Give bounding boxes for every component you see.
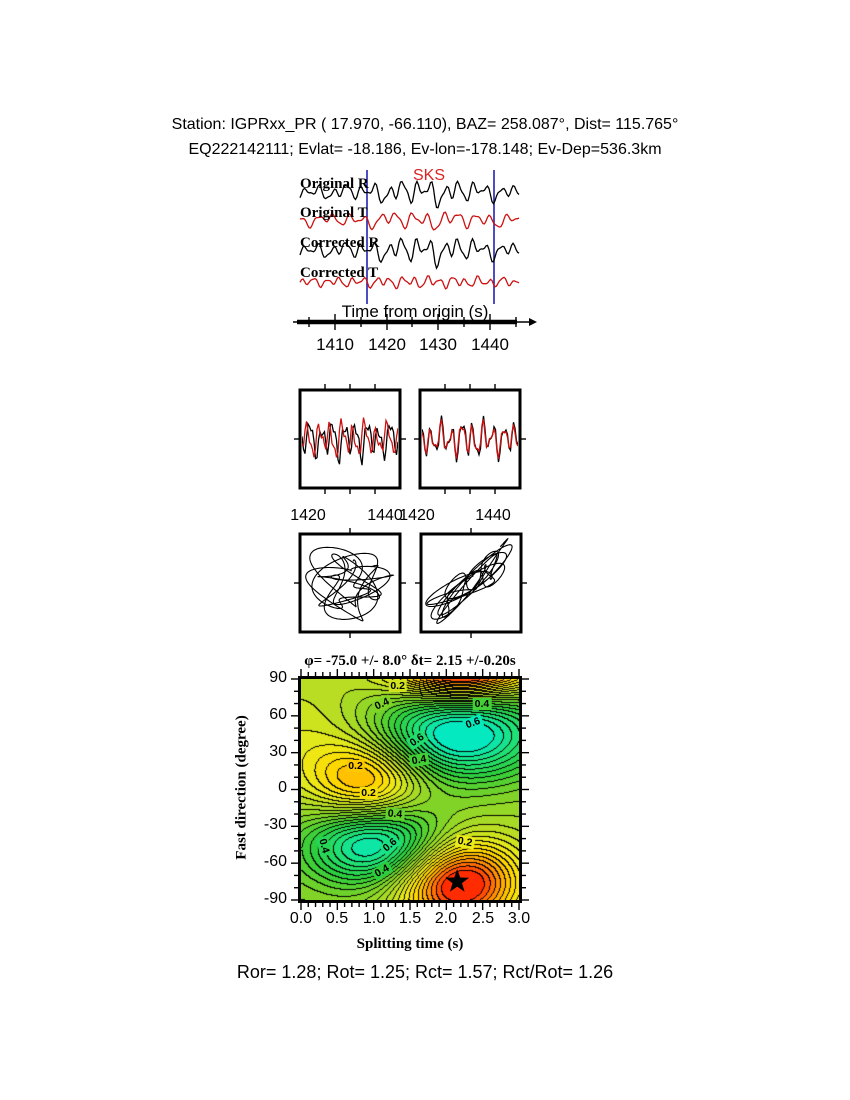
xtick-3.0: 3.0 [507,910,531,927]
pm-box-corrected [421,534,521,632]
contour-label: 0.2 [390,680,405,693]
contour-xlabel: Splitting time (s) [356,936,464,952]
time-tick-1420: 1420 [368,335,406,354]
contour-label: 0.6 [380,835,400,855]
trace-label-corrected-t: Corrected T [300,265,379,281]
contour-label: 0.6 [407,731,427,750]
contour-label: 0.4 [315,837,332,855]
contour-label: 0.4 [373,861,392,880]
ytick-90: 90 [269,669,287,686]
contour-label: 0.2 [361,787,376,800]
window-right-red-wave [422,419,518,458]
result-ratios: Ror= 1.28; Rot= 1.25; Rct= 1.57; Rct/Rot= 1.26 [236,962,614,982]
contour-title: φ= -75.0 +/- 8.0° δt= 2.15 +/-0.20s [304,653,516,669]
time-tick-1410: 1410 [316,335,354,354]
contour-label: 0.4 [474,697,490,710]
pm-original-curve [306,547,393,621]
contour-label: 0.6 [464,715,483,732]
time-axis [285,300,545,356]
trace-label-original-r: Original R [300,176,369,192]
ytick-30: 30 [269,743,287,760]
contour-label: 0.4 [373,695,392,713]
window-right-tick-1440: 1440 [475,507,511,524]
time-tick-1430: 1430 [419,335,457,354]
ytick--90: -90 [263,890,287,907]
contour-label: 0.2 [348,760,363,773]
trace-label-corrected-r: Corrected R [300,235,380,251]
contour-label: 0.4 [387,807,404,821]
xtick-0.0: 0.0 [289,910,313,927]
event-subtitle: EQ222142111; Evlat= -18.186, Ev-lon=-178.148; Ev-Dep=536.3km [188,141,662,158]
xtick-0.5: 0.5 [325,910,349,927]
xtick-2.0: 2.0 [434,910,458,927]
pm-corrected-curve [426,539,512,624]
window-left-tick-1420: 1420 [290,507,326,524]
contour-ticks [291,669,529,910]
pm-ticks [294,528,527,638]
ytick-60: 60 [269,706,287,723]
window-right-tick-1420: 1420 [399,507,435,524]
seismogram-panel [288,158,540,312]
particle-motion-panel [285,527,540,639]
time-tick-1440: 1440 [471,335,509,354]
xtick-1.5: 1.5 [398,910,422,927]
trace-label-original-t: Original T [300,205,368,221]
ytick--30: -30 [263,816,287,833]
xtick-1.0: 1.0 [362,910,386,927]
axis-arrow [529,318,537,326]
time-axis-title: Time from origin (s) [341,302,489,321]
best-solution-star [445,869,469,892]
pm-box-original [300,534,400,632]
contour-label: 0.4 [410,752,427,768]
station-title: Station: IGPRxx_PR ( 17.970, -66.110), BAZ= 258.087°, Dist= 115.765° [171,116,679,133]
contour-label: 0.2 [456,835,474,850]
phase-label-sks: SKS [412,167,446,184]
ytick-0: 0 [278,779,287,796]
ytick--60: -60 [263,853,287,870]
contour-ylabel: Fast direction (degree) [233,715,250,860]
window-left-tick-1440: 1440 [367,507,403,524]
waveform-windows-panel [285,373,540,525]
xtick-2.5: 2.5 [471,910,495,927]
